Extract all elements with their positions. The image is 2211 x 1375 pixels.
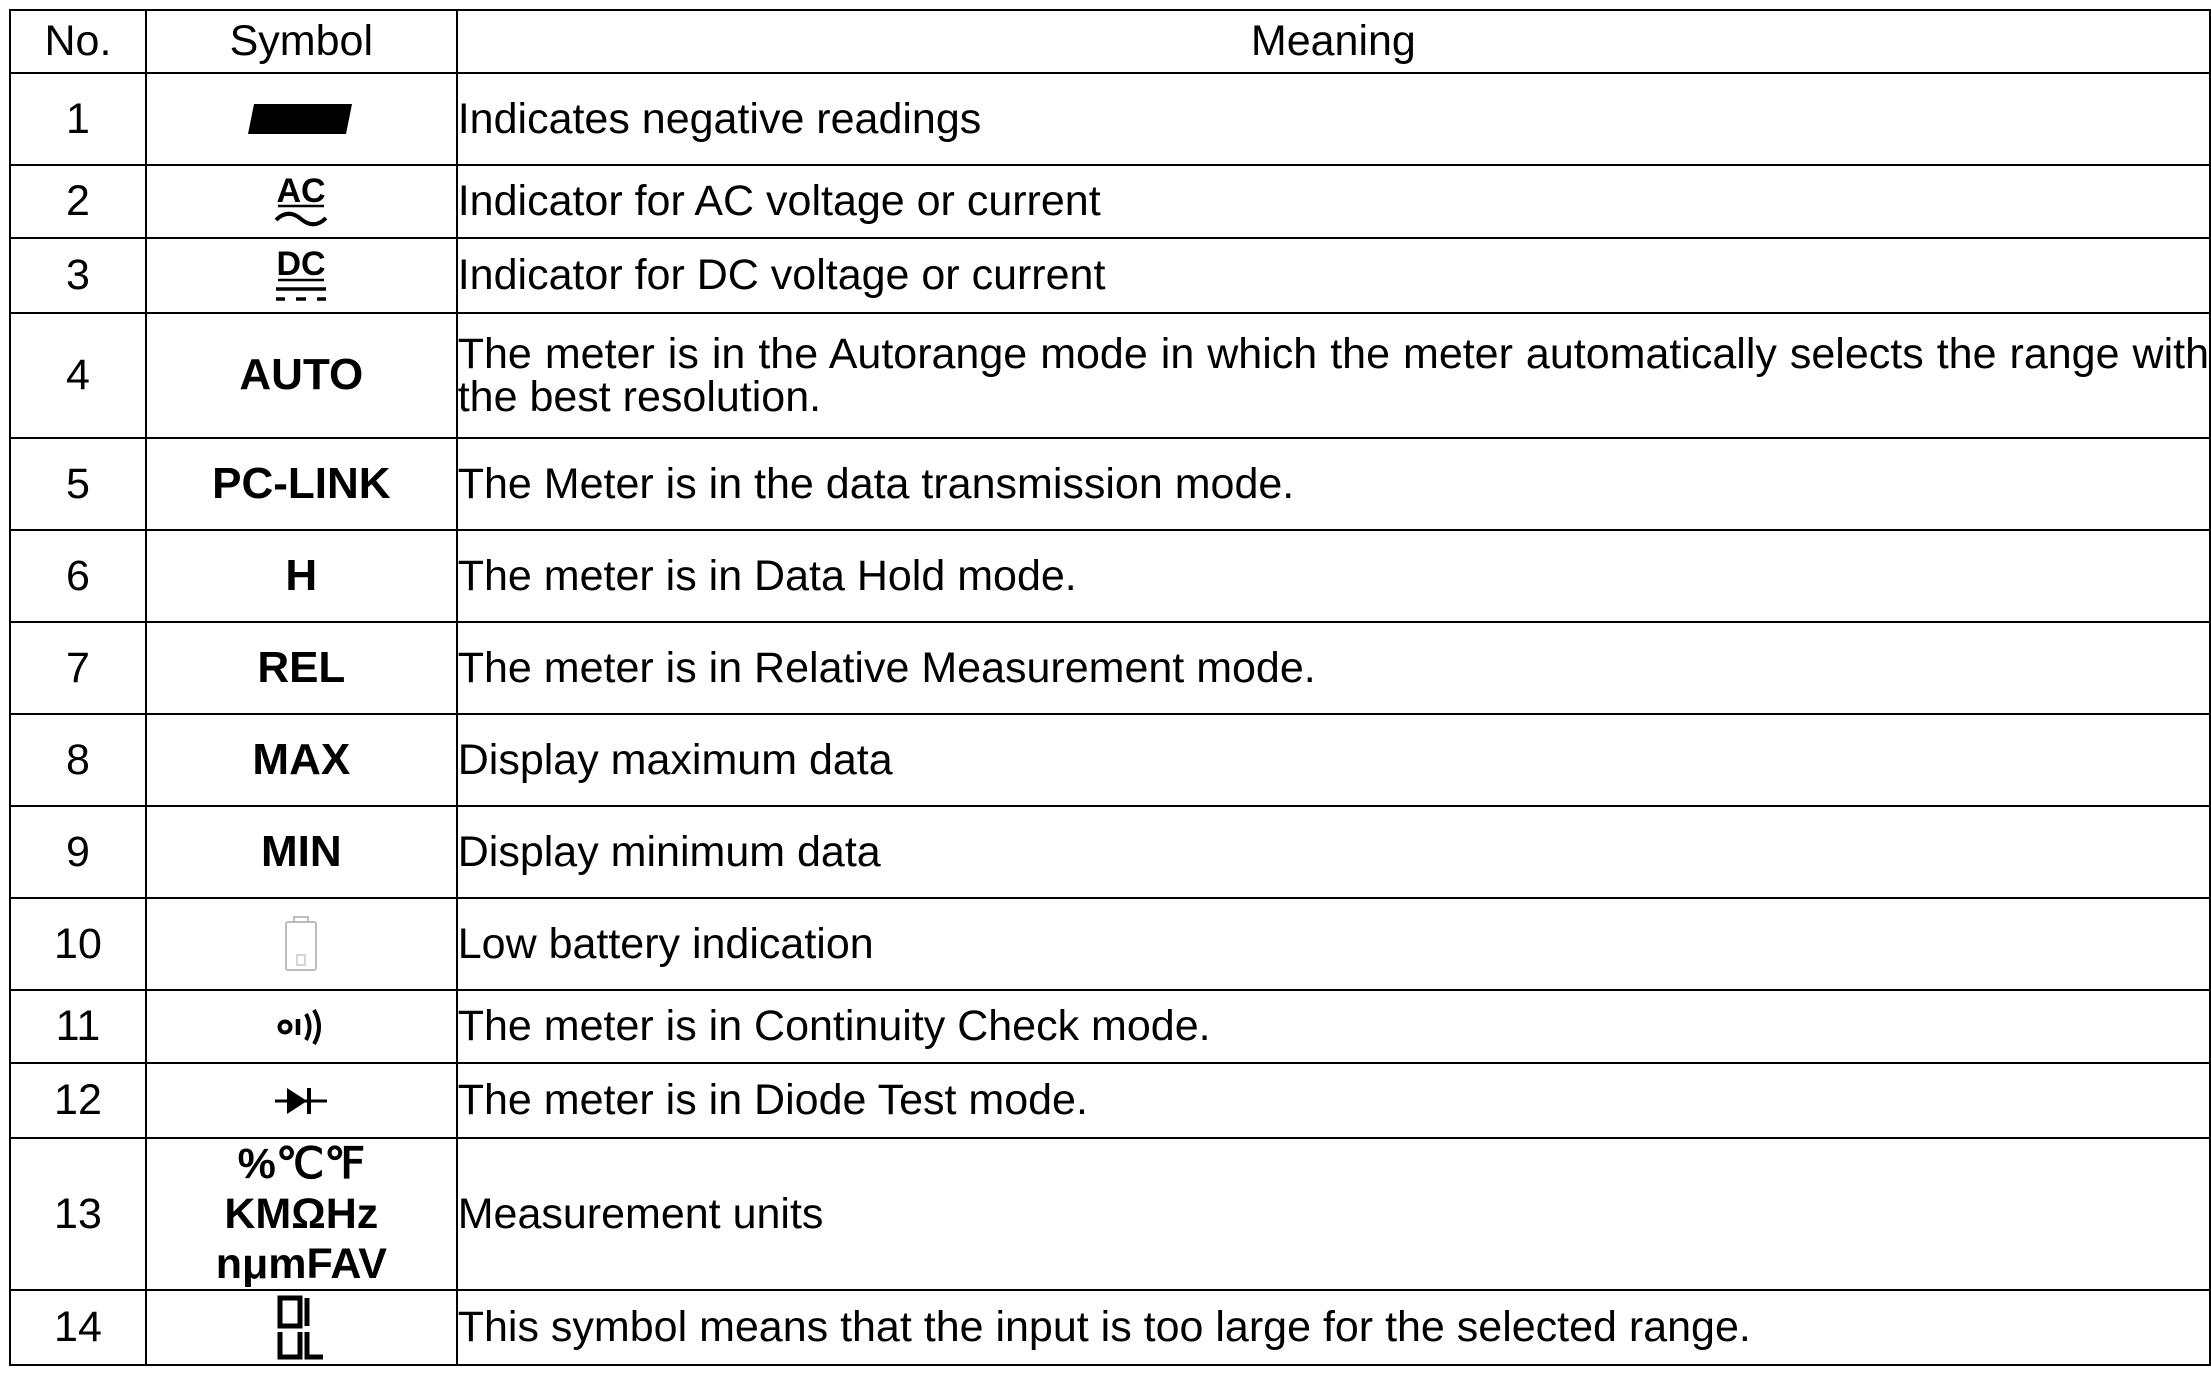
meaning-cell: The meter is in Relative Measurement mode. [457, 622, 2210, 714]
row-number: 5 [10, 438, 146, 530]
symbol-cell: AUTO [146, 313, 457, 438]
row-number: 1 [10, 73, 146, 165]
header-symbol: Symbol [146, 10, 457, 73]
table-row [10, 238, 2210, 313]
symbol-cell [146, 898, 457, 990]
symbol-cell [146, 165, 457, 238]
symbol-cell: H [146, 530, 457, 622]
meaning-cell: Measurement units [457, 1138, 2210, 1290]
row-number: 4 [10, 313, 146, 438]
table-header-row [10, 10, 2210, 73]
dc-label: DC [276, 244, 326, 283]
symbol-cell [146, 238, 457, 313]
ac-indicator-icon [266, 172, 336, 232]
symbol-cell: MAX [146, 714, 457, 806]
table-row [10, 898, 2210, 990]
symbol-cell: MIN [146, 806, 457, 898]
meaning-cell: This symbol means that the input is too large for the selected range. [457, 1290, 2210, 1365]
units-line-2: KMΩHz [224, 1190, 379, 1238]
symbol-table-sheet [9, 9, 2211, 1366]
meaning-cell: Display maximum data [457, 714, 2210, 806]
units-line-3: nμmFAV [215, 1240, 387, 1288]
table-row [10, 990, 2210, 1063]
overload-ol-icon [276, 1295, 326, 1361]
units-line-1: %℃℉ [237, 1140, 366, 1188]
row-number: 2 [10, 165, 146, 238]
ac-label: AC [276, 171, 326, 210]
meaning-cell: The meter is in the Autorange mode in which the meter automatically selects the range with the best resolution. [457, 313, 2210, 438]
row-number: 11 [10, 990, 146, 1063]
dc-indicator-icon [266, 245, 336, 307]
row-number: 10 [10, 898, 146, 990]
meaning-cell: Indicator for AC voltage or current [457, 165, 2210, 238]
symbol-cell [146, 990, 457, 1063]
table-row [10, 1138, 2210, 1290]
table-row [10, 714, 2210, 806]
meaning-cell: Indicates negative readings [457, 73, 2210, 165]
symbol-cell [146, 1063, 457, 1138]
symbol-cell: PC-LINK [146, 438, 457, 530]
row-number: 13 [10, 1138, 146, 1290]
symbol-cell: REL [146, 622, 457, 714]
meaning-cell: The meter is in Continuity Check mode. [457, 990, 2210, 1063]
row-number: 14 [10, 1290, 146, 1365]
row-number: 6 [10, 530, 146, 622]
meaning-cell: The meter is in Diode Test mode. [457, 1063, 2210, 1138]
table-row [10, 73, 2210, 165]
row-number: 9 [10, 806, 146, 898]
table-row [10, 530, 2210, 622]
table-row [10, 622, 2210, 714]
row-number: 8 [10, 714, 146, 806]
header-no: No. [10, 10, 146, 73]
meaning-cell: The meter is in Data Hold mode. [457, 530, 2210, 622]
symbol-cell [146, 1290, 457, 1365]
row-number: 7 [10, 622, 146, 714]
table-row [10, 806, 2210, 898]
header-meaning: Meaning [457, 10, 2210, 73]
meaning-cell: Low battery indication [457, 898, 2210, 990]
low-battery-icon [283, 915, 319, 973]
meaning-cell: Display minimum data [457, 806, 2210, 898]
table-row [10, 313, 2210, 438]
table-row [10, 165, 2210, 238]
table-row [10, 438, 2210, 530]
diode-icon [273, 1084, 329, 1118]
row-number: 12 [10, 1063, 146, 1138]
meaning-cell: The Meter is in the data transmission mode. [457, 438, 2210, 530]
symbol-cell [146, 1138, 457, 1290]
table-row [10, 1290, 2210, 1365]
row-number: 3 [10, 238, 146, 313]
minus-bar-icon [246, 102, 356, 136]
meaning-cell: Indicator for DC voltage or current [457, 238, 2210, 313]
table-row [10, 1063, 2210, 1138]
symbol-cell [146, 73, 457, 165]
continuity-beeper-icon [276, 1007, 326, 1047]
display-symbols-table [9, 9, 2211, 1366]
